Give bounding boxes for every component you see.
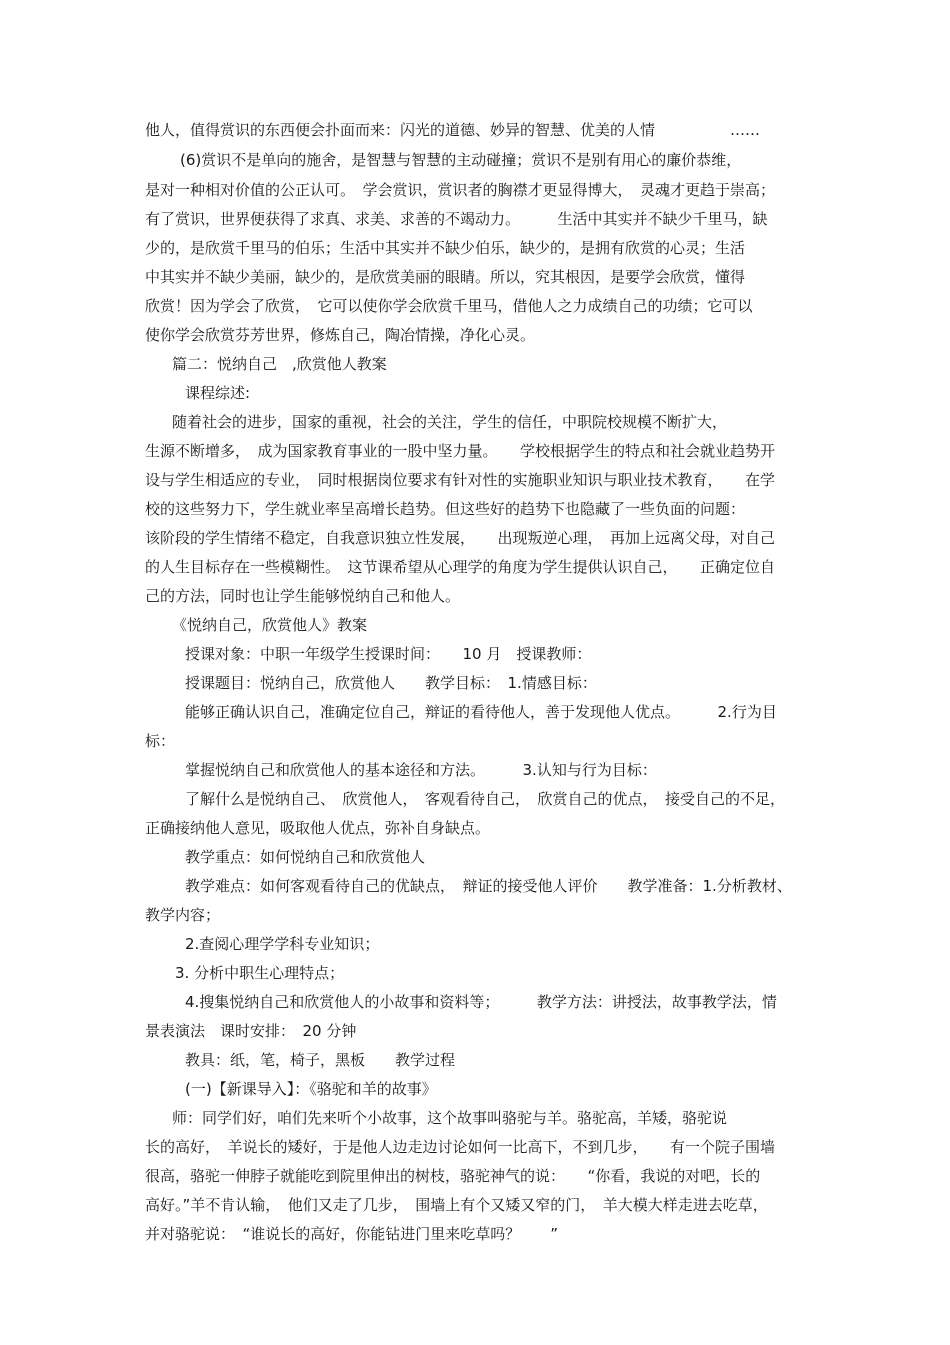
text-line: 使你学会欣赏芬芳世界，修炼自己，陶冶情操，净化心灵。 xyxy=(145,326,536,344)
text-line: 标： xyxy=(145,732,176,750)
text-line: (一)【新课导入】：《骆驼和羊的故事》 xyxy=(185,1080,437,1098)
text-line: 很高，骆驼一伸脖子就能吃到院里伸出的树枝，骆驼神气的说： “你看，我说的对吧，长的 xyxy=(145,1167,761,1185)
text-line: 少的，是欣赏千里马的伯乐；生活中其实并不缺少伯乐，缺少的，是拥有欣赏的心灵；生活 xyxy=(145,239,746,257)
text-line: 3. 分析中职生心理特点； xyxy=(175,964,345,982)
text-line: 己的方法，同时也让学生能够悦纳自己和他人。 xyxy=(145,587,461,605)
text-line: 他人，值得赏识的东西便会扑面而来：闪光的道德、妙异的智慧、优美的人情 …… xyxy=(145,121,761,139)
subheading: 课程综述: xyxy=(185,384,251,402)
text-line: 授课对象：中职一年级学生授课时间： 10 月 授课教师： xyxy=(185,645,592,663)
text-line: 授课题目：悦纳自己，欣赏他人 教学目标： 1.情感目标： xyxy=(185,674,597,692)
text-line: 随着社会的进步，国家的重视，社会的关注，学生的信任，中职院校规模不断扩大， xyxy=(172,413,728,431)
text-line: 教学内容； xyxy=(145,906,221,924)
text-line: 校的这些努力下，学生就业率呈高增长趋势。但这些好的趋势下也隐藏了一些负面的问题： xyxy=(145,500,746,518)
text-line: 高好。”羊不肯认输， 他们又走了几步， 围墙上有个又矮又窄的门， 羊大模大样走进去吃草， xyxy=(145,1196,768,1214)
section-heading: 篇二：悦纳自己 ,欣赏他人教案 xyxy=(172,355,387,373)
text-line: 教学重点：如何悦纳自己和欣赏他人 xyxy=(185,848,426,866)
text-line: 欣赏！因为学会了欣赏， 它可以使你学会欣赏千里马，借他人之力成绩自己的功绩；它可以 xyxy=(145,297,753,315)
text-line: 掌握悦纳自己和欣赏他人的基本途径和方法。 3.认知与行为目标： xyxy=(185,761,657,779)
text-line: 能够正确认识自己，准确定位自己，辩证的看待他人，善于发现他人优点。 2.行为目 xyxy=(185,703,777,721)
text-line: 教学难点：如何客观看待自己的优缺点， 辩证的接受他人评价 教学准备：1.分析教材、 xyxy=(185,877,792,895)
text-line: 中其实并不缺少美丽，缺少的，是欣赏美丽的眼睛。所以，究其根因，是要学会欣赏，懂得 xyxy=(145,268,746,286)
text-line: 是对一种相对价值的公正认可。 学会赏识，赏识者的胸襟才更显得博大， 灵魂才更趋于崇高； xyxy=(145,181,776,199)
text-line: 长的高好， 羊说长的矮好，于是他人边走边讨论如何一比高下，不到几步， 有一个院子围墙 xyxy=(145,1138,776,1156)
text-line: 景表演法 课时安排： 20 分钟 xyxy=(145,1022,357,1040)
text-line: 4.搜集悦纳自己和欣赏他人的小故事和资料等； 教学方法：讲授法，故事教学法，情 xyxy=(185,993,777,1011)
text-line: 设与学生相适应的专业， 同时根据岗位要求有针对性的实施职业知识与职业技术教育， 在学 xyxy=(145,471,776,489)
text-line: 生源不断增多， 成为国家教育事业的一股中坚力量。 学校根据学生的特点和社会就业趋势开 xyxy=(145,442,776,460)
text-line: 教具：纸，笔，椅子，黑板 教学过程 xyxy=(185,1051,456,1069)
text-line: 有了赏识，世界便获得了求真、求美、求善的不竭动力。 生活中其实并不缺少千里马，缺 xyxy=(145,210,768,228)
text-line: (6)赏识不是单向的施舍，是智慧与智慧的主动碰撞；赏识不是别有用心的廉价恭维， xyxy=(180,151,742,169)
text-line: 该阶段的学生情绪不稳定，自我意识独立性发展， 出现叛逆心理， 再加上远离父母，对自己 xyxy=(145,529,776,547)
document-title: 《悦纳自己，欣赏他人》教案 xyxy=(172,616,368,634)
text-line: 正确接纳他人意见，吸取他人优点，弥补自身缺点。 xyxy=(145,819,491,837)
text-line: 了解什么是悦纳自己、 欣赏他人， 客观看待自己， 欣赏自己的优点， 接受自己的不足， xyxy=(185,790,786,808)
text-line: 并对骆驼说： “谁说长的高好，你能钻进门里来吃草吗？ ” xyxy=(145,1225,559,1243)
text-line: 2.查阅心理学学科专业知识； xyxy=(185,935,380,953)
text-line: 师：同学们好，咱们先来听个小故事，这个故事叫骆驼与羊。骆驼高，羊矮，骆驼说 xyxy=(172,1109,728,1127)
text-line: 的人生目标存在一些模糊性。 这节课希望从心理学的角度为学生提供认识自己， 正确定位自 xyxy=(145,558,776,576)
